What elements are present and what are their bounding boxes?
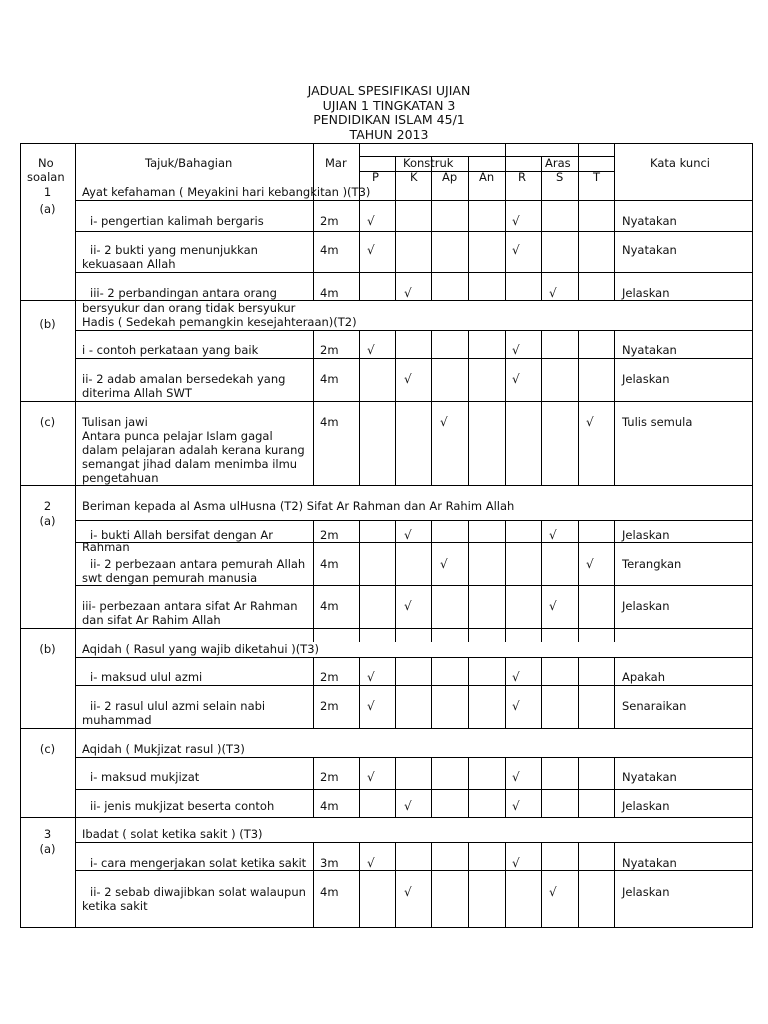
grid-line: [359, 200, 360, 300]
grid-line: [431, 200, 432, 300]
check-mark: √: [586, 415, 594, 429]
item-text: ii- 2 perbezaan antara pemurah Allah: [90, 557, 306, 571]
topic-text: Aqidah ( Rasul yang wajib diketahui )(T3): [82, 642, 320, 656]
check-mark: √: [549, 599, 557, 613]
check-mark: √: [404, 286, 412, 300]
grid-line: [505, 200, 506, 300]
keyword-cell: Nyatakan: [622, 214, 677, 228]
header-kata-kunci: Kata kunci: [650, 156, 710, 170]
grid-line: [505, 757, 506, 817]
item-text: i- pengertian kalimah bergaris: [90, 214, 264, 228]
header-ap: Ap: [442, 170, 458, 184]
keyword-cell: Nyatakan: [622, 856, 677, 870]
mark-cell: 3m: [320, 856, 339, 870]
check-mark: √: [440, 557, 448, 571]
mark-cell: 4m: [320, 415, 339, 429]
document-title: [0, 84, 768, 142]
item-text-cont: semangat jihad dalam menimba ilmu: [82, 457, 298, 471]
grid-line: [395, 156, 396, 200]
grid-line: [468, 757, 469, 817]
grid-line: [578, 657, 579, 728]
grid-line: [505, 520, 506, 642]
check-mark: √: [512, 343, 520, 357]
header-mar: Mar: [325, 156, 347, 170]
header-s: S: [556, 170, 564, 184]
grid-line: [578, 520, 579, 642]
item-text-cont: bersyukur dan orang tidak bersyukur: [82, 301, 296, 315]
check-mark: √: [404, 372, 412, 386]
item-text-cont: dan sifat Ar Rahim Allah: [82, 613, 221, 627]
header-an: An: [479, 170, 495, 184]
title-line-4: TAHUN 2013: [349, 126, 429, 142]
keyword-cell: Apakah: [622, 670, 666, 684]
check-mark: √: [367, 343, 375, 357]
grid-line: [541, 156, 542, 200]
item-text: i- maksud ulul azmi: [90, 670, 203, 684]
topic-text: Hadis ( Sedekah pemangkin kesejahteraan)(T2): [82, 315, 357, 329]
grid-line: [395, 520, 396, 642]
keyword-cell: Nyatakan: [622, 770, 677, 784]
mark-cell: 4m: [320, 557, 339, 571]
item-text: Tulisan jawi: [82, 415, 148, 429]
grid-line: [468, 156, 469, 200]
mark-cell: 4m: [320, 885, 339, 899]
check-mark: √: [404, 885, 412, 899]
mark-cell: 4m: [320, 372, 339, 386]
grid-line: [359, 757, 360, 817]
keyword-cell: Nyatakan: [622, 243, 677, 257]
mark-cell: 2m: [320, 670, 339, 684]
keyword-cell: Jelaskan: [622, 528, 670, 542]
grid-line: [578, 330, 579, 485]
check-mark: √: [512, 799, 520, 813]
check-mark: √: [367, 670, 375, 684]
item-text-cont: dalam pelajaran adalah kerana kurang: [82, 443, 305, 457]
check-mark: √: [367, 214, 375, 228]
item-text: i - contoh perkataan yang baik: [82, 343, 259, 357]
keyword-cell: Jelaskan: [622, 286, 670, 300]
check-mark: √: [586, 557, 594, 571]
mark-cell: 2m: [320, 343, 339, 357]
section-label: (c): [39, 415, 56, 429]
keyword-cell: Senaraikan: [622, 699, 687, 713]
grid-line: [541, 520, 542, 642]
keyword-cell: Jelaskan: [622, 599, 670, 613]
check-mark: √: [404, 528, 412, 542]
keyword-cell: Jelaskan: [622, 799, 670, 813]
grid-line: [431, 657, 432, 728]
header-t: T: [593, 170, 601, 184]
item-text: i- cara mengerjakan solat ketika sakit: [90, 856, 307, 870]
grid-line: [541, 200, 542, 300]
item-text: ii- jenis mukjizat beserta contoh: [90, 799, 275, 813]
grid-line: [395, 842, 396, 927]
section-label: (a): [39, 202, 56, 216]
mark-cell: 2m: [320, 214, 339, 228]
check-mark: √: [512, 856, 520, 870]
grid-line: [431, 842, 432, 927]
topic-text: Beriman kepada al Asma ulHusna (T2) Sifat Ar Rahman dan Ar Rahim Allah: [82, 499, 515, 513]
grid-line: [505, 657, 506, 728]
item-text: i- maksud mukjizat: [90, 770, 200, 784]
section-label: (c): [39, 742, 56, 756]
keyword-cell: Jelaskan: [622, 372, 670, 386]
item-text-cont: pengetahuan: [82, 471, 159, 485]
item-text: ii- 2 rasul ulul azmi selain nabi: [90, 699, 266, 713]
grid-line: [359, 330, 360, 485]
grid-line: [359, 657, 360, 728]
keyword-cell: Nyatakan: [622, 343, 677, 357]
item-text-cont: swt dengan pemurah manusia: [82, 571, 258, 585]
grid-line: [395, 657, 396, 728]
check-mark: √: [367, 243, 375, 257]
check-mark: √: [367, 770, 375, 784]
check-mark: √: [512, 770, 520, 784]
question-number: 1: [43, 185, 52, 199]
check-mark: √: [512, 243, 520, 257]
check-mark: √: [549, 885, 557, 899]
check-mark: √: [512, 214, 520, 228]
grid-line: [359, 842, 360, 927]
check-mark: √: [404, 799, 412, 813]
grid-line: [578, 842, 579, 927]
title-line-2: UJIAN 1 TINGKATAN 3: [322, 97, 456, 113]
grid-line: [395, 330, 396, 485]
topic-text: Ayat kefahaman ( Meyakini hari kebangkitan )(T3): [82, 185, 371, 199]
item-text: ii- 2 adab amalan bersedekah yang: [82, 372, 286, 386]
grid-line: [578, 200, 579, 300]
check-mark: √: [440, 415, 448, 429]
mark-cell: 4m: [320, 286, 339, 300]
grid-line: [468, 200, 469, 300]
check-mark: √: [404, 599, 412, 613]
grid-line: [359, 520, 360, 642]
grid-line: [395, 200, 396, 300]
grid-line: [431, 520, 432, 642]
check-mark: √: [512, 670, 520, 684]
check-mark: √: [549, 528, 557, 542]
grid-line: [505, 330, 506, 485]
grid-line: [505, 842, 506, 927]
section-label: (b): [39, 317, 56, 331]
item-text: ii- 2 sebab diwajibkan solat walaupun: [90, 885, 306, 899]
title-line-1: JADUAL SPESIFIKASI UJIAN: [307, 83, 471, 98]
topic-text: Aqidah ( Mukjizat rasul )(T3): [82, 742, 245, 756]
item-text: iii- perbezaan antara sifat Ar Rahman: [82, 599, 298, 613]
item-text: i- bukti Allah bersifat dengan Ar: [90, 528, 273, 542]
mark-cell: 4m: [320, 799, 339, 813]
mark-cell: 4m: [320, 599, 339, 613]
title-line-3: PENDIDIKAN ISLAM 45/1: [313, 112, 465, 127]
grid-line: [578, 757, 579, 817]
grid-line: [541, 842, 542, 927]
topic-text: Ibadat ( solat ketika sakit ) (T3): [82, 827, 263, 841]
keyword-cell: Terangkan: [622, 557, 682, 571]
grid-line: [468, 330, 469, 485]
grid-line: [541, 657, 542, 728]
grid-line: [468, 657, 469, 728]
section-label: (a): [39, 514, 56, 528]
check-mark: √: [367, 856, 375, 870]
item-text-cont: diterima Allah SWT: [82, 386, 192, 400]
grid-line: [541, 330, 542, 485]
keyword-cell: Tulis semula: [622, 415, 693, 429]
keyword-cell: Jelaskan: [622, 885, 670, 899]
grid-line: [431, 330, 432, 485]
item-text-cont: Rahman: [82, 540, 130, 554]
item-text: ii- 2 bukti yang menunjukkan: [90, 243, 258, 257]
header-p: P: [372, 170, 379, 184]
grid-line: [468, 520, 469, 642]
check-mark: √: [512, 372, 520, 386]
question-number: 2: [43, 499, 52, 513]
item-text-cont: Antara punca pelajar Islam gagal: [82, 429, 273, 443]
item-text-cont: ketika sakit: [82, 899, 148, 913]
header-r: R: [518, 170, 526, 184]
section-label: (a): [39, 842, 56, 856]
check-mark: √: [512, 699, 520, 713]
question-number: 3: [43, 827, 52, 841]
grid-line: [468, 842, 469, 927]
mark-cell: 4m: [320, 243, 339, 257]
mark-cell: 2m: [320, 770, 339, 784]
header-soalan: soalan: [27, 170, 65, 184]
header-k: K: [410, 170, 418, 184]
header-tajuk: Tajuk/Bahagian: [145, 156, 233, 170]
item-text-cont: kekuasaan Allah: [82, 257, 176, 271]
section-label: (b): [39, 642, 56, 656]
header-no: No: [38, 156, 54, 170]
check-mark: √: [549, 286, 557, 300]
grid-line: [541, 757, 542, 817]
check-mark: √: [367, 699, 375, 713]
header-konstruk: Konstruk: [403, 156, 454, 170]
item-text-cont: muhammad: [82, 713, 152, 727]
mark-cell: 2m: [320, 528, 339, 542]
grid-line: [431, 757, 432, 817]
mark-cell: 2m: [320, 699, 339, 713]
header-aras: Aras: [545, 156, 571, 170]
grid-line: [395, 757, 396, 817]
item-text: iii- 2 perbandingan antara orang: [90, 286, 277, 300]
